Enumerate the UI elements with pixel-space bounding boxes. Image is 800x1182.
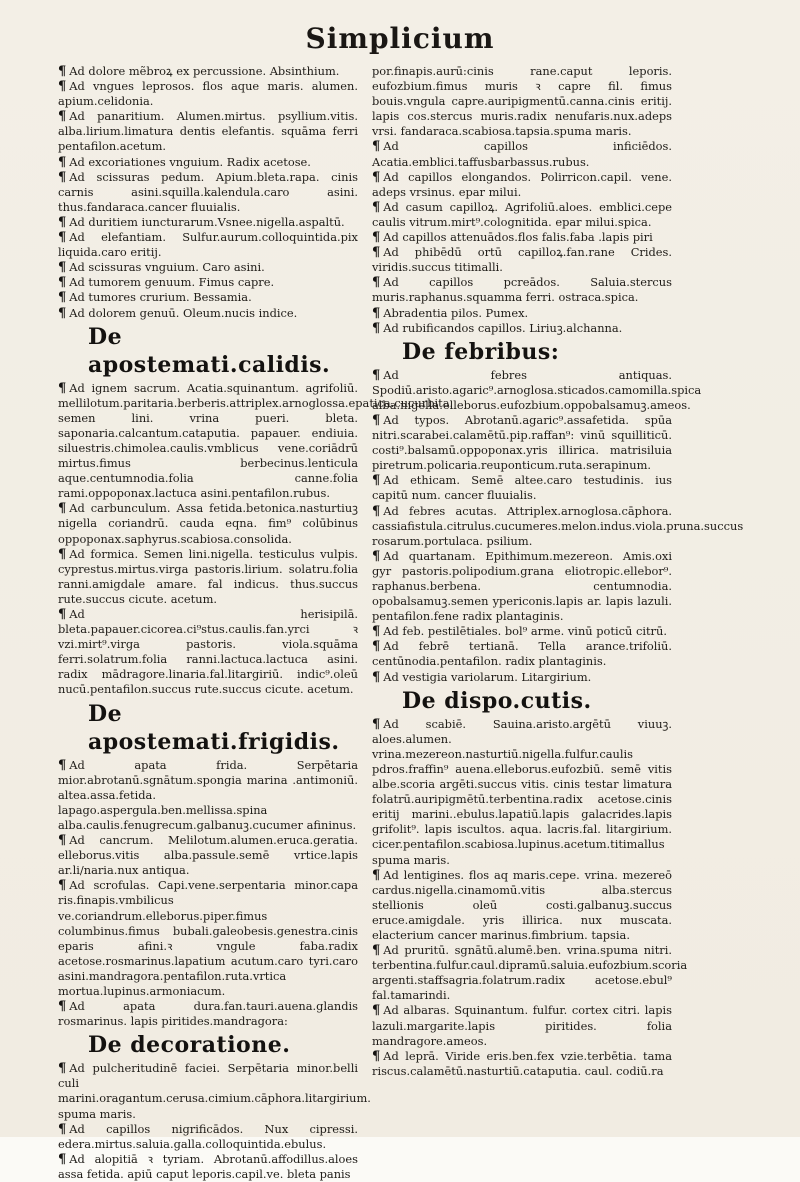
remedy-entry [58,170,358,215]
remedy-entry [372,170,672,200]
entry-text: Ad formica. Semen lini.nigella. testiculus vulpis. cyprestus.mirtus.virga pastoris.lirium. solatru.folia ranni.amigdale amare. fal indicus. thus.succus rute.succus cicute. acetum. [58,546,358,606]
pilcrow-icon: ¶ [372,367,381,383]
remedy-entry [372,306,672,321]
pilcrow-icon: ¶ [58,999,67,1015]
remedy-entry [58,290,358,305]
entry-text: Ad capillos attenuādos.flos falis.faba .lapis piri [383,230,653,245]
remedy-entry [58,155,358,170]
entry-text: Ad pruritū. sgnātū.alumē.ben. vrina.spuma nitri. terbentina.fulfur.caul.dipramū.saluia.eufozbium.scoria argenti.staffsagria.folatrum.radix acetose.ebul⁹ fal.tamarindi. [372,943,688,1003]
remedy-entry [372,200,672,230]
entry-text: Ad capillos inficiēdos. Acatia.emblici.taffusbarbassus.rubus. [372,139,672,169]
entry-text: Ad dolore mẽbroꝝ ex percussione. Absinthium. [69,64,340,78]
remedy-entry [372,549,672,624]
pilcrow-icon: ¶ [58,1121,67,1137]
pilcrow-icon: ¶ [58,607,67,622]
entry-text: Ad capillos nigrificādos. Nux cipressi. edera.mirtus.saluia.galla.colloquintida.ebulus. [58,1121,358,1151]
pilcrow-icon: ¶ [58,833,67,849]
entry-text: Ad typos. Abrotanū.agaric⁹.assafetida. spūa nitri.scarabei.calamētū.pip.raffan⁹: vinū squilliticū. costi⁹.balsamū.oppoponax.yris illirica. matrisiluia piretrum.policaria.reuponticum.ruta.serapinum. [372,412,672,473]
pilcrow-icon: ¶ [372,1048,381,1064]
entry-text: Ad carbunculum. Assa fetida.betonica.nasturtiuꝫ nigella coriandrū. cauda eqna. fim⁹ colūbinus oppoponax.saphyrus.scabiosa.consolida. [58,501,358,546]
pilcrow-icon: ¶ [58,501,67,517]
remedy-entry [58,547,358,607]
remedy-entry [372,717,672,868]
entry-text: Ad albaras. Squinantum. fulfur. cortex citri. lapis lazuli.margarite.lapis piritides. folia mandragore.ameos. [372,1003,672,1048]
running-head: Simplicium [305,22,495,55]
remedy-entry [58,833,358,878]
left-column [58,64,454,1182]
entry-text: Ad elefantiam. Sulfur.aurum.colloquintida.pix liquida.caro eritij. [58,230,358,260]
entry-text: Ad apata frida. Serpētaria mior.abrotanū.sgnātum.spongia marina .antimoniū. altea.assa.fetida. lapago.aspergula.ben.mellissa.spina alba.caulis.fenugrecum.galbanuꝫ.cucumer afininus. [58,757,358,832]
remedy-entry [372,639,672,669]
remedy-entry [58,215,358,230]
pilcrow-icon: ¶ [372,503,381,519]
remedy-entry [372,1003,672,1048]
pilcrow-icon: ¶ [372,639,381,655]
remedy-entry [372,473,672,503]
pilcrow-icon: ¶ [58,64,67,79]
remedy-entry [58,64,358,79]
pilcrow-icon: ¶ [58,380,67,396]
entry-text: Ad pulcheritudinē faciei. Serpētaria minor.belli culi marini.oragantum.cerusa.cimium.cāphora.litargirium. spuma maris. [58,1061,371,1121]
remedy-entry [372,245,672,275]
remedy-entry [372,230,672,245]
entry-text: Ad vngues leprosos. flos aque maris. alumen. apium.celidonia. [58,79,358,109]
pilcrow-icon: ¶ [58,154,67,170]
entry-text: Ad tumorem genuum. Fimus capre. [69,275,275,290]
pilcrow-icon: ¶ [372,624,381,640]
remedy-entry [58,260,358,275]
pilcrow-icon: ¶ [58,109,67,125]
entry-text: Ad febres antiquas. Spodiū.aristo.agaric⁹.arnoglosa.sticados.camomilla.spica alba.nigella.elleborus.eufozbium.oppobalsamuꝫ.ameos. [372,367,702,412]
remedy-entry [372,321,672,336]
pilcrow-icon: ¶ [58,260,67,276]
entry-text: Ad scissuras vnguium. Caro asini. [69,260,265,275]
pilcrow-icon: ¶ [58,878,67,894]
remedy-entry [372,367,702,413]
pilcrow-icon: ¶ [372,320,381,336]
pilcrow-icon: ¶ [58,230,67,246]
pilcrow-icon: ¶ [372,169,381,185]
pilcrow-icon: ¶ [58,79,67,95]
section-heading: De dispo.cutis. [402,687,592,714]
entry-text: Ad tumores crurium. Bessamia. [69,290,252,305]
remedy-entry [58,878,358,999]
entry-text: Ad scabiē. Sauina.aristo.argētū viuuꝫ. aloes.alumen. vrina.mezereon.nasturtiū.nigella.fulfur.caulis pdros.fraffin⁹ auena.elleborus.eufozbiū. semē vitis albe.scoria argēti.succus vitis. cinis testar limatura folatrū.auripigmētū.terbentina.radix acetose.cinis eritij marini..ebulus.lapatiū.lapis galacrides.lapis grifolit⁹. lapis iscultos. aqua. lacris.fal. litargirium. cicer.pentafilon.scabiosa.lupinus.acetum.titimallus spuma maris. [372,716,672,867]
entry-text: Ad excoriationes vnguium. Radix acetose. [69,154,311,169]
remedy-entry [58,1061,371,1121]
entry-text: Ad scissuras pedum. Apium.bleta.rapa. cinis carnis asini.squilla.kalendula.caro asini. thus.fandaraca.cancer fluuialis. [58,169,358,214]
pilcrow-icon: ¶ [372,245,381,261]
pilcrow-icon: ¶ [58,290,67,306]
entry-text: Ad dolorem genuū. Oleum.nucis indice. [69,305,298,320]
pilcrow-icon: ¶ [58,1151,67,1167]
pilcrow-icon: ¶ [372,139,381,155]
section-heading: De apostemati.calidis. [88,323,331,378]
entry-text: Ad phibēdū ortū capilloꝝ.fan.rane Crides. viridis.succus titimalli. [372,245,672,275]
remedy-entry [372,868,672,943]
entry-text: Ad quartanam. Epithimum.mezereon. Amis.oxi gyr pastoris.polipodium.grana eliotropic.ellebor⁹. raphanus.berbena. centumnodia. opobalsamuꝫ.semen ypericonis.lapis ar. lapis lazuli. pentafilon.fene radix plantaginis. [372,548,672,624]
entry-text: Ad casum capilloꝝ. Agrifoliū.aloes. emblici.cepe caulis vitrum.mirt⁹.colognitida. epar milui.spica. [372,199,672,229]
pilcrow-icon: ¶ [372,716,381,732]
remedy-entry [58,607,358,698]
entry-text: Ad scrofulas. Capi.vene.serpentaria minor.capa ris.finapis.vmbilicus ve.coriandrum.elleborus.piper.fimus columbinus.fimus bubali.galeobesis.genestra.cinis eparis afini.ꝛ vngule faba.radix acetose.rosmarinus.lapatium acutum.caro tyri.caro asini.mandragora.pentafilon.ruta.vrtica mortua.lupinus.armoniacum. [58,878,358,998]
pilcrow-icon: ¶ [58,169,67,185]
pilcrow-icon: ¶ [58,757,67,773]
entry-text: Ad feb. pestilētiales. bol⁹ arme. vinū poticū citrū. [383,624,667,639]
remedy-entry [372,503,744,549]
pilcrow-icon: ¶ [372,275,381,291]
entry-text: Ad leprā. Viride eris.ben.fex vzie.terbētia. tama riscus.calamētū.nasturtiū.cataputia. caul. codiū.ra [372,1048,672,1078]
entry-text: Ad ignem sacrum. Acatia.squinantum. agrifoliū. mellilotum.paritaria.berberis.attriplex.arnoglossa.epatica.cucurbita. semen lini. vrina pueri. bleta. saponaria.calcantum.cataputia. papauer. endiuia. siluestris.chimolea.caulis.vmblicus vene.coriādrū mirtus.fimus berbecinus.lenticula aque.centumnodia.folia canne.folia rami.oppoponax.lactuca asini.pentafilon.rubus. [58,380,454,501]
remedy-entry [58,109,358,154]
entry-text: Ad apata dura.fan.tauri.auena.glandis rosmarinus. lapis piritides.mandragora: [58,999,358,1029]
entry-text: Abradentia pilos. Pumex. [383,305,529,320]
remedy-entry [58,275,358,290]
entry-text: Ad capillos pcreādos. Saluia.stercus muris.raphanus.squamma ferri. ostraca.spica. [372,275,672,305]
pilcrow-icon: ¶ [372,199,381,215]
remedy-entry [372,670,672,685]
remedy-entry [58,306,358,321]
entry-text: Ad alopitiā ꝛ tyriam. Abrotanū.affodillus.aloes assa fetida. apiū caput leporis.capil.ve. bleta panis [58,1151,358,1181]
entry-text: Ad duritiem iuncturarum.Vsnee.nigella.aspaltū. [69,214,345,229]
remedy-entry [58,1152,358,1182]
entry-text: Ad vestigia variolarum. Litargirium. [383,669,592,684]
pilcrow-icon: ¶ [372,867,381,883]
pilcrow-icon: ¶ [58,305,67,321]
pilcrow-icon: ¶ [58,214,67,230]
entry-text: Ad herisipilā. bleta.papauer.cicorea.ci⁹stus.caulis.fan.yrci ꝛ vzi.mirt⁹.virga pastoris. viola.squāma ferri.solatrum.folia ranni.lactuca.lactuca asini. radix mādragore.linaria.fal.litargiriū. indic⁹.oleū nucū.pentafilon.succus rute.succus cicute. acetum. [58,607,358,697]
continued-entry: por.finapis.aurū:cinis rane.caput leporis. eufozbium.fimus muris ꝛ capre fil. fimus bouis.vngula capre.auripigmentū.canna.cinis eritij. lapis cos.stercus muris.radix nenufaris.nux.adeps vrsi. fandaraca.scabiosa.tapsia.spuma maris. [372,64,672,139]
pilcrow-icon: ¶ [58,275,67,291]
remedy-entry [58,501,358,546]
section-heading: De decoratione. [88,1032,291,1059]
section-heading: De apostemati.frigidis. [88,700,340,755]
pilcrow-icon: ¶ [372,230,381,246]
section-heading: De febribus: [402,338,560,365]
entry-text: Ad capillos elongandos. Polirricon.capil. vene. adeps vrsinus. epar milui. [372,169,672,199]
entry-text: Ad cancrum. Melilotum.alumen.eruca.geratia. elleborus.vitis alba.passule.semē vrtice.lapis ar.li/naria.nux antiqua. [58,833,358,878]
right-column [372,64,744,1079]
remedy-entry [58,758,358,833]
pilcrow-icon: ¶ [372,1003,381,1019]
remedy-entry [58,999,358,1029]
entry-text: Ad febrē tertianā. Tella arance.trifoliū. centūnodia.pentafilon. radix plantaginis. [372,639,672,669]
entry-text: Ad febres acutas. Attriplex.arnoglosa.cāphora. cassiafistula.citrulus.cucumeres.melon.indus.viola.pruna.succus rosarum.portulaca. psilium. [372,503,744,548]
pilcrow-icon: ¶ [58,546,67,562]
remedy-entry [58,230,358,260]
pilcrow-icon: ¶ [372,943,381,959]
pilcrow-icon: ¶ [372,669,381,685]
remedy-entry [58,380,454,502]
pilcrow-icon: ¶ [372,548,381,564]
remedy-entry [372,1049,672,1079]
entry-text: Ad panaritium. Alumen.mirtus. psyllium.vitis. alba.lirium.limatura dentis elefantis. squāma ferri pentafilon.acetum. [58,109,358,154]
entry-text: Ad ethicam. Semē altee.caro testudinis. ius capitū num. cancer fluuialis. [372,473,672,503]
remedy-entry [372,624,672,639]
pilcrow-icon: ¶ [372,412,381,428]
remedy-entry [58,79,358,109]
pilcrow-icon: ¶ [58,1061,67,1077]
entry-text: Ad rubificandos capillos. Liriuꝫ.alchanna. [383,320,623,335]
remedy-entry [372,275,672,305]
pilcrow-icon: ¶ [372,305,381,321]
pilcrow-icon: ¶ [372,473,381,489]
remedy-entry [372,943,688,1003]
remedy-entry [372,139,672,169]
entry-text: Ad lentigines. flos aq maris.cepe. vrina. mezereō cardus.nigella.cinamomū.vitis alba.stercus stellionis oleū costi.galbanuꝫ.succus eruce.amigdale. yris illirica. nux muscata. elacterium cancer marinus.fimbrium. tapsia. [372,867,672,942]
remedy-entry [372,413,672,473]
